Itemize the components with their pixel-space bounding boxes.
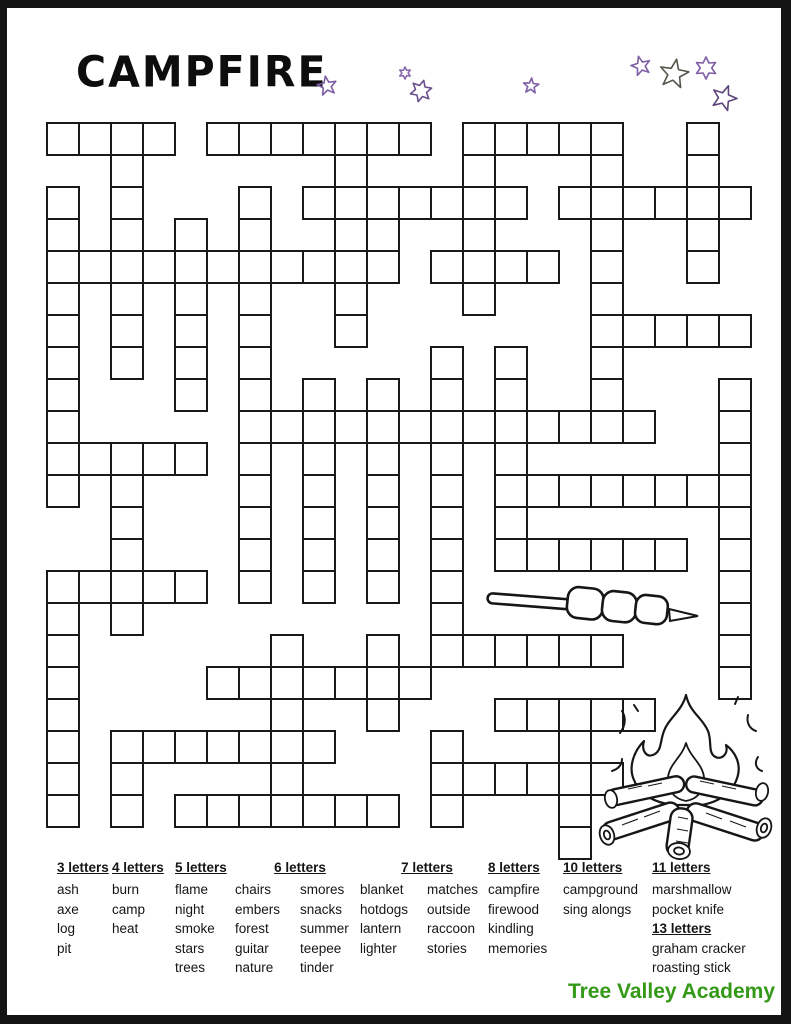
grid-cell[interactable] — [430, 442, 464, 476]
grid-cell[interactable] — [590, 282, 624, 316]
word-bank-word: memories — [488, 940, 548, 956]
grid-cell[interactable] — [46, 698, 80, 732]
grid-cell[interactable] — [558, 698, 592, 732]
grid-cell[interactable] — [238, 314, 272, 348]
word-bank-word: hotdogs — [360, 901, 409, 917]
grid-cell[interactable] — [366, 474, 400, 508]
grid-cell[interactable] — [110, 346, 144, 380]
site-logo-text: Tree Valley Academy — [567, 980, 775, 1003]
grid-cell[interactable] — [174, 218, 208, 252]
grid-cell[interactable] — [110, 442, 144, 476]
grid-cell[interactable] — [270, 410, 304, 444]
grid-cell[interactable] — [78, 122, 112, 156]
star-icon — [661, 59, 689, 87]
grid-cell[interactable] — [46, 634, 80, 668]
grid-cell[interactable] — [238, 506, 272, 540]
grid-cell[interactable] — [494, 186, 528, 220]
word-bank-word: chairs — [235, 882, 272, 897]
grid-cell[interactable] — [622, 474, 656, 508]
grid-cell[interactable] — [238, 794, 272, 828]
grid-cell[interactable] — [78, 442, 112, 476]
grid-cell[interactable] — [46, 218, 80, 252]
grid-cell[interactable] — [46, 346, 80, 380]
word-bank-word: log — [57, 921, 76, 936]
grid-cell[interactable] — [302, 538, 336, 572]
grid-cell[interactable] — [622, 410, 656, 444]
grid-cell[interactable] — [46, 730, 80, 764]
word-group-heading: 7 letters — [401, 860, 453, 875]
grid-cell[interactable] — [46, 442, 80, 476]
grid-cell[interactable] — [590, 218, 624, 252]
grid-cell[interactable] — [110, 794, 144, 828]
word-group-heading: 11 letters — [652, 860, 711, 875]
word-bank-word: sing alongs — [563, 901, 632, 917]
grid-cell[interactable] — [590, 250, 624, 284]
word-bank-word: heat — [112, 921, 139, 936]
grid-cell[interactable] — [526, 698, 560, 732]
grid-cell[interactable] — [430, 538, 464, 572]
grid-cell[interactable] — [558, 122, 592, 156]
grid-cell[interactable] — [398, 122, 432, 156]
grid-cell[interactable] — [366, 186, 400, 220]
grid-cell[interactable] — [334, 122, 368, 156]
grid-cell[interactable] — [110, 762, 144, 796]
grid-cell[interactable] — [654, 538, 688, 572]
word-bank-word: embers — [235, 901, 281, 917]
grid-cell[interactable] — [270, 730, 304, 764]
grid-cell[interactable] — [366, 570, 400, 604]
grid-cell[interactable] — [430, 346, 464, 380]
grid-cell[interactable] — [78, 570, 112, 604]
grid-cell[interactable] — [366, 218, 400, 252]
word-bank-word: pit — [57, 940, 72, 956]
grid-cell[interactable] — [110, 538, 144, 572]
grid-cell[interactable] — [622, 314, 656, 348]
grid-cell[interactable] — [462, 186, 496, 220]
word-group-3-letters — [57, 860, 112, 958]
grid-cell[interactable] — [302, 666, 336, 700]
grid-cell[interactable] — [430, 730, 464, 764]
grid-cell[interactable] — [430, 794, 464, 828]
grid-cell[interactable] — [206, 794, 240, 828]
word-group-heading: 6 letters — [274, 860, 326, 875]
grid-cell[interactable] — [174, 570, 208, 604]
grid-cell[interactable] — [718, 634, 752, 668]
grid-cell[interactable] — [430, 506, 464, 540]
grid-cell[interactable] — [110, 186, 144, 220]
word-group-7-letters — [360, 860, 494, 958]
grid-cell[interactable] — [46, 666, 80, 700]
grid-cell[interactable] — [270, 698, 304, 732]
word-bank-word: stars — [175, 940, 205, 956]
grid-cell[interactable] — [110, 154, 144, 188]
grid-cell[interactable] — [334, 410, 368, 444]
grid-cell[interactable] — [494, 250, 528, 284]
grid-cell[interactable] — [430, 250, 464, 284]
grid-cell[interactable] — [174, 314, 208, 348]
grid-cell[interactable] — [398, 410, 432, 444]
grid-cell[interactable] — [686, 250, 720, 284]
word-group-10-letters — [563, 860, 652, 919]
word-bank-word: outside — [427, 901, 471, 917]
grid-cell[interactable] — [110, 506, 144, 540]
grid-cell[interactable] — [366, 378, 400, 412]
grid-cell[interactable] — [718, 442, 752, 476]
grid-cell[interactable] — [558, 186, 592, 220]
word-bank-word: roasting stick — [652, 960, 731, 975]
grid-cell[interactable] — [46, 762, 80, 796]
grid-cell[interactable] — [110, 602, 144, 636]
grid-cell[interactable] — [302, 378, 336, 412]
grid-cell[interactable] — [46, 122, 80, 156]
grid-cell[interactable] — [238, 122, 272, 156]
grid-cell[interactable] — [366, 698, 400, 732]
grid-cell[interactable] — [686, 122, 720, 156]
page-title: CAMPFIRE — [76, 46, 328, 98]
grid-cell[interactable] — [46, 570, 80, 604]
grid-cell[interactable] — [334, 282, 368, 316]
word-bank-word: ash — [57, 882, 79, 897]
grid-cell[interactable] — [430, 762, 464, 796]
grid-cell[interactable] — [334, 794, 368, 828]
grid-cell[interactable] — [654, 186, 688, 220]
grid-cell[interactable] — [334, 250, 368, 284]
grid-cell[interactable] — [526, 122, 560, 156]
grid-cell[interactable] — [46, 250, 80, 284]
word-group-heading: 13 letters — [652, 921, 712, 936]
word-bank-word: blanket — [360, 882, 404, 897]
grid-cell[interactable] — [526, 634, 560, 668]
grid-cell[interactable] — [558, 794, 592, 828]
grid-cell[interactable] — [590, 378, 624, 412]
grid-cell[interactable] — [718, 474, 752, 508]
grid-cell[interactable] — [654, 314, 688, 348]
word-bank-word: forest — [235, 921, 269, 936]
word-group-11-letters — [652, 860, 762, 978]
grid-cell[interactable] — [494, 122, 528, 156]
grid-cell[interactable] — [110, 250, 144, 284]
word-bank-word: lantern — [360, 921, 402, 936]
word-bank-word: summer — [300, 921, 349, 936]
grid-cell[interactable] — [558, 826, 592, 860]
grid-cell[interactable] — [430, 186, 464, 220]
grid-cell[interactable] — [622, 538, 656, 572]
marshmallow-stick-icon — [483, 578, 705, 634]
word-group-heading: 10 letters — [563, 860, 623, 875]
grid-cell[interactable] — [430, 378, 464, 412]
star-icon — [524, 78, 539, 93]
word-bank-word: stories — [427, 940, 467, 956]
grid-cell[interactable] — [526, 538, 560, 572]
word-group-heading: 4 letters — [112, 860, 164, 875]
grid-cell[interactable] — [238, 282, 272, 316]
grid-cell[interactable] — [238, 666, 272, 700]
grid-cell[interactable] — [270, 250, 304, 284]
grid-cell[interactable] — [558, 634, 592, 668]
word-bank-word: trees — [175, 960, 206, 975]
word-bank-word: camp — [112, 901, 146, 917]
grid-cell[interactable] — [398, 666, 432, 700]
word-bank-word: raccoon — [427, 921, 476, 936]
grid-cell[interactable] — [238, 346, 272, 380]
grid-cell[interactable] — [590, 410, 624, 444]
grid-cell[interactable] — [302, 442, 336, 476]
grid-cell[interactable] — [590, 186, 624, 220]
word-group-heading: 8 letters — [488, 860, 540, 875]
grid-cell[interactable] — [494, 762, 528, 796]
word-bank-word: campground — [563, 882, 639, 897]
word-bank-word: smoke — [175, 921, 215, 936]
word-bank-word: matches — [427, 882, 479, 897]
grid-cell[interactable] — [270, 666, 304, 700]
grid-cell[interactable] — [302, 186, 336, 220]
grid-cell[interactable] — [302, 506, 336, 540]
grid-cell[interactable] — [238, 442, 272, 476]
grid-cell[interactable] — [142, 250, 176, 284]
word-bank-word: guitar — [235, 940, 269, 956]
grid-cell[interactable] — [174, 730, 208, 764]
grid-cell[interactable] — [302, 570, 336, 604]
grid-cell[interactable] — [366, 794, 400, 828]
grid-cell[interactable] — [494, 378, 528, 412]
grid-cell[interactable] — [142, 442, 176, 476]
grid-cell[interactable] — [462, 122, 496, 156]
grid-cell[interactable] — [174, 442, 208, 476]
grid-cell[interactable] — [238, 570, 272, 604]
grid-cell[interactable] — [302, 250, 336, 284]
grid-cell[interactable] — [46, 602, 80, 636]
grid-cell[interactable] — [206, 122, 240, 156]
grid-cell[interactable] — [494, 538, 528, 572]
grid-cell[interactable] — [174, 794, 208, 828]
grid-cell[interactable] — [142, 730, 176, 764]
grid-cell[interactable] — [238, 218, 272, 252]
grid-cell[interactable] — [46, 186, 80, 220]
grid-cell[interactable] — [494, 506, 528, 540]
grid-cell[interactable] — [302, 730, 336, 764]
grid-cell[interactable] — [462, 410, 496, 444]
grid-cell[interactable] — [590, 314, 624, 348]
grid-cell[interactable] — [558, 762, 592, 796]
grid-cell[interactable] — [718, 570, 752, 604]
grid-cell[interactable] — [718, 314, 752, 348]
word-bank-word: flame — [175, 882, 209, 897]
word-bank-word: night — [175, 901, 205, 917]
grid-cell[interactable] — [718, 506, 752, 540]
word-bank-word: axe — [57, 901, 79, 917]
grid-cell[interactable] — [686, 154, 720, 188]
grid-cell[interactable] — [302, 122, 336, 156]
grid-cell[interactable] — [622, 186, 656, 220]
grid-cell[interactable] — [366, 122, 400, 156]
grid-cell[interactable] — [46, 314, 80, 348]
word-bank-word: lighter — [360, 940, 397, 956]
word-group-8-letters — [488, 860, 563, 958]
grid-cell[interactable] — [238, 378, 272, 412]
grid-cell[interactable] — [494, 698, 528, 732]
word-bank-word: pocket knife — [652, 901, 725, 917]
star-icon — [400, 67, 410, 79]
star-icon — [410, 80, 431, 101]
campfire-icon — [598, 685, 776, 867]
word-bank-word: burn — [112, 882, 140, 897]
grid-cell[interactable] — [654, 474, 688, 508]
grid-cell[interactable] — [238, 730, 272, 764]
grid-cell[interactable] — [366, 410, 400, 444]
grid-cell[interactable] — [462, 762, 496, 796]
grid-cell[interactable] — [334, 666, 368, 700]
grid-cell[interactable] — [110, 122, 144, 156]
word-group-6-letters — [235, 860, 365, 978]
grid-cell[interactable] — [46, 282, 80, 316]
grid-cell[interactable] — [590, 346, 624, 380]
word-bank-word: snacks — [300, 901, 343, 917]
grid-cell[interactable] — [366, 250, 400, 284]
word-bank-word: firewood — [488, 901, 540, 917]
grid-cell[interactable] — [110, 474, 144, 508]
word-bank-word: teepee — [300, 940, 342, 956]
grid-cell[interactable] — [174, 250, 208, 284]
word-bank-word: nature — [235, 960, 274, 975]
word-bank-word: graham cracker — [652, 940, 746, 956]
grid-cell[interactable] — [526, 250, 560, 284]
grid-cell[interactable] — [718, 602, 752, 636]
grid-cell[interactable] — [270, 122, 304, 156]
grid-cell[interactable] — [366, 666, 400, 700]
grid-cell[interactable] — [686, 474, 720, 508]
grid-cell[interactable] — [366, 634, 400, 668]
grid-cell[interactable] — [494, 410, 528, 444]
grid-cell[interactable] — [174, 378, 208, 412]
grid-cell[interactable] — [46, 378, 80, 412]
grid-cell[interactable] — [590, 122, 624, 156]
grid-cell[interactable] — [238, 250, 272, 284]
grid-cell[interactable] — [526, 474, 560, 508]
grid-cell[interactable] — [590, 538, 624, 572]
grid-cell[interactable] — [270, 794, 304, 828]
grid-cell[interactable] — [494, 634, 528, 668]
grid-cell[interactable] — [398, 186, 432, 220]
grid-cell[interactable] — [590, 474, 624, 508]
word-bank-word: tinder — [300, 960, 334, 975]
grid-cell[interactable] — [462, 634, 496, 668]
grid-cell[interactable] — [430, 634, 464, 668]
grid-cell[interactable] — [142, 570, 176, 604]
grid-cell[interactable] — [718, 378, 752, 412]
grid-cell[interactable] — [238, 538, 272, 572]
grid-cell[interactable] — [46, 474, 80, 508]
grid-cell[interactable] — [238, 410, 272, 444]
word-group-heading: 5 letters — [175, 860, 227, 875]
grid-cell[interactable] — [206, 250, 240, 284]
star-icon — [713, 86, 737, 111]
grid-cell[interactable] — [206, 730, 240, 764]
grid-cell[interactable] — [142, 122, 176, 156]
star-icon — [697, 57, 716, 79]
word-group-4-letters — [112, 860, 175, 939]
grid-cell[interactable] — [110, 282, 144, 316]
grid-cell[interactable] — [238, 474, 272, 508]
grid-cell[interactable] — [462, 282, 496, 316]
grid-cell[interactable] — [430, 570, 464, 604]
grid-cell[interactable] — [238, 186, 272, 220]
grid-cell[interactable] — [430, 410, 464, 444]
grid-cell[interactable] — [302, 794, 336, 828]
grid-cell[interactable] — [270, 762, 304, 796]
grid-cell[interactable] — [174, 282, 208, 316]
grid-cell[interactable] — [494, 346, 528, 380]
grid-cell[interactable] — [174, 346, 208, 380]
grid-cell[interactable] — [78, 250, 112, 284]
grid-cell[interactable] — [302, 474, 336, 508]
grid-cell[interactable] — [110, 314, 144, 348]
star-icon — [631, 56, 649, 75]
grid-cell[interactable] — [686, 186, 720, 220]
grid-cell[interactable] — [494, 474, 528, 508]
grid-cell[interactable] — [430, 474, 464, 508]
grid-cell[interactable] — [462, 154, 496, 188]
word-bank-word: marshmallow — [652, 882, 732, 897]
word-group-5-letters — [175, 860, 235, 978]
grid-cell[interactable] — [686, 218, 720, 252]
grid-cell[interactable] — [718, 538, 752, 572]
grid-cell[interactable] — [334, 154, 368, 188]
word-bank-word: campfire — [488, 882, 540, 897]
grid-cell[interactable] — [462, 250, 496, 284]
grid-cell[interactable] — [558, 410, 592, 444]
grid-cell[interactable] — [558, 538, 592, 572]
grid-cell[interactable] — [110, 570, 144, 604]
grid-cell[interactable] — [46, 794, 80, 828]
grid-cell[interactable] — [718, 410, 752, 444]
grid-cell[interactable] — [334, 314, 368, 348]
grid-cell[interactable] — [46, 410, 80, 444]
grid-cell[interactable] — [206, 666, 240, 700]
word-group-heading: 3 letters — [57, 860, 109, 875]
grid-cell[interactable] — [366, 442, 400, 476]
grid-cell[interactable] — [590, 634, 624, 668]
grid-cell[interactable] — [558, 730, 592, 764]
grid-cell[interactable] — [494, 442, 528, 476]
grid-cell[interactable] — [462, 218, 496, 252]
grid-cell[interactable] — [110, 730, 144, 764]
grid-cell[interactable] — [334, 218, 368, 252]
grid-cell[interactable] — [334, 186, 368, 220]
grid-cell[interactable] — [558, 474, 592, 508]
grid-cell[interactable] — [366, 506, 400, 540]
grid-cell[interactable] — [430, 602, 464, 636]
word-bank-word: kindling — [488, 921, 534, 936]
grid-cell[interactable] — [526, 410, 560, 444]
grid-cell[interactable] — [366, 538, 400, 572]
grid-cell[interactable] — [718, 186, 752, 220]
word-bank-word: smores — [300, 882, 345, 897]
grid-cell[interactable] — [110, 218, 144, 252]
grid-cell[interactable] — [526, 762, 560, 796]
grid-cell[interactable] — [302, 410, 336, 444]
grid-cell[interactable] — [270, 634, 304, 668]
grid-cell[interactable] — [590, 154, 624, 188]
grid-cell[interactable] — [686, 314, 720, 348]
